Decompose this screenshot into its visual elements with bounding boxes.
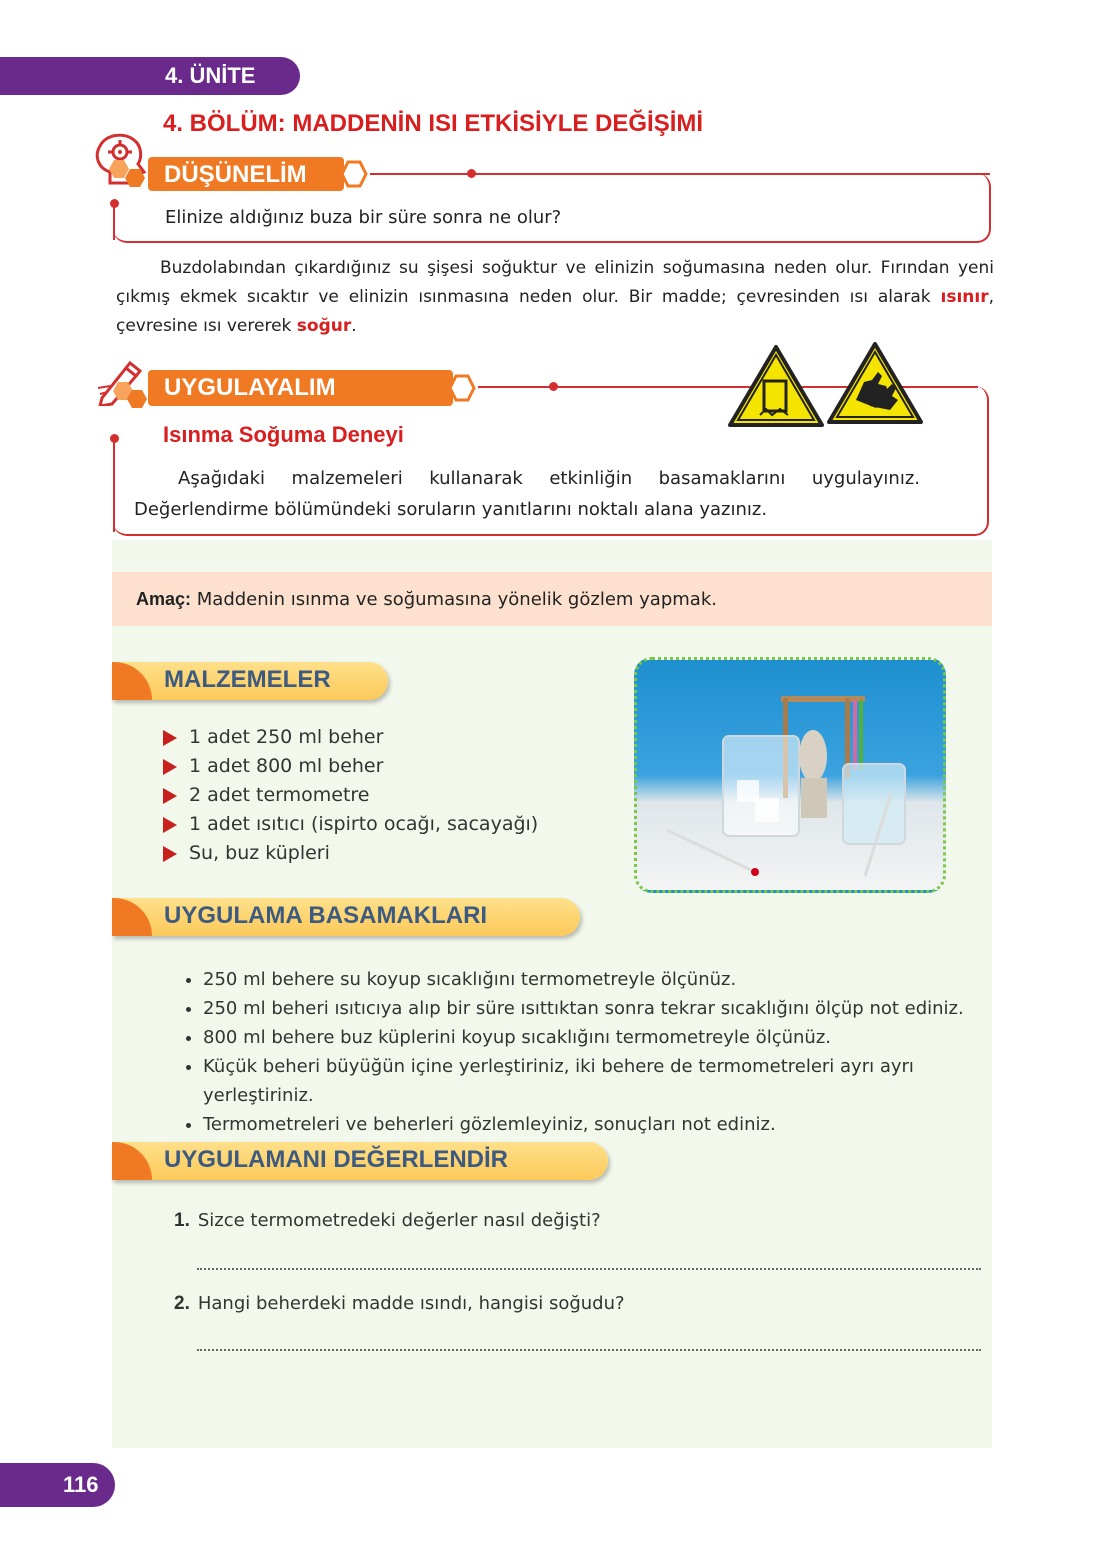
amac-line <box>136 589 717 610</box>
list-item: • 800 ml behere buz küplerini koyup sıcaklığını termometreyle ölçünüz. <box>203 1023 1013 1052</box>
list-item-text: 2 adet termometre <box>189 784 370 806</box>
header-tab <box>112 1142 152 1180</box>
intro-highlight-isinir: ısınır <box>940 287 989 307</box>
intro-text-3: . <box>351 316 357 336</box>
page-number-tab <box>0 1463 115 1507</box>
list-item-text: 1 adet 800 ml beher <box>189 755 384 777</box>
triangle-bullet-icon <box>163 759 177 775</box>
list-item-text: Su, buz küpleri <box>189 842 330 864</box>
basamaklar-header <box>112 898 580 936</box>
question-number: 1. <box>174 1210 190 1231</box>
intro-highlight-sogur: soğur <box>296 316 352 336</box>
question-text: Sizce termometredeki değerler nasıl değişti? <box>197 1210 601 1231</box>
broken-glass-warning-icon <box>726 343 826 429</box>
intro-text-2: , çevresine ısı vererek <box>116 287 995 336</box>
triangle-bullet-icon <box>163 788 177 804</box>
intro-text-1: Buzdolabından çıkardığınız su şişesi soğuktur ve elinizin soğumasına neden olur. Fırından yeni çıkmış ekmek sıcaktır ve elinizin ısınmasına neden olur. Bir madde; çevresinden ısı alarak <box>116 258 994 307</box>
frame-top-line <box>370 173 990 175</box>
amac-text: Maddenin ısınma ve soğumasına yönelik gözlem yapmak. <box>196 589 717 610</box>
malzemeler-label: MALZEMELER <box>164 666 331 693</box>
list-item-text: 1 adet 250 ml beher <box>189 726 384 748</box>
list-item: • 250 ml behere su koyup sıcaklığını termometreyle ölçünüz. <box>203 965 1013 994</box>
lab-equipment-illustration <box>637 660 943 890</box>
header-tab <box>112 898 152 936</box>
section-title: 4. BÖLÜM: MADDENİN ISI ETKİSİYLE DEĞİŞİMİ <box>163 110 704 137</box>
list-item: • Küçük beheri büyüğün içine yerleştiriniz, iki behere de termometreleri ayrı ayrı yerleştiriniz. <box>203 1052 1013 1110</box>
experiment-photo <box>634 657 946 893</box>
question-text: Hangi beherdeki madde ısındı, hangisi soğudu? <box>197 1293 625 1314</box>
list-item-text: 1 adet ısıtıcı (ispirto ocağı, sacayağı) <box>189 813 539 835</box>
triangle-bullet-icon <box>163 730 177 746</box>
answer-line-2[interactable] <box>197 1349 981 1351</box>
basamaklar-label: UYGULAMA BASAMAKLARI <box>164 902 488 929</box>
unit-label: 4. ÜNİTE <box>165 63 256 88</box>
dusunelim-label: DÜŞÜNELİM <box>164 161 307 188</box>
intro-paragraph <box>116 254 994 341</box>
malzemeler-header <box>112 662 388 700</box>
list-item <box>163 781 538 810</box>
list-item: • 250 ml beheri ısıtıcıya alıp bir süre ısıttıktan sonra tekrar sıcaklığını ölçüp not ediniz. <box>203 994 1013 1023</box>
page-number: 116 <box>63 1472 99 1497</box>
answer-line-1[interactable] <box>197 1268 981 1270</box>
question-2 <box>174 1293 625 1315</box>
frame-left-line <box>113 204 115 240</box>
dusunelim-question: Elinize aldığınız buza bir süre sonra ne olur? <box>165 207 562 228</box>
experiment-instructions: Aşağıdaki malzemeleri kullanarak etkinliğin basamaklarını uygulayınız. Değerlendirme bölümündeki soruların yanıtlarını noktalı alana yazınız. <box>134 468 920 520</box>
list-item: • Termometreleri ve beherleri gözlemleyiniz, sonuçları not ediniz. <box>203 1110 1013 1139</box>
question-1 <box>174 1210 601 1232</box>
triangle-bullet-icon <box>163 846 177 862</box>
list-item <box>163 839 538 868</box>
uygulayalim-label: UYGULAYALIM <box>164 374 336 401</box>
frame-left-line <box>113 440 115 532</box>
degerlendir-label: UYGULAMANI DEĞERLENDİR <box>164 1146 509 1173</box>
degerlendir-header <box>112 1142 608 1180</box>
list-item <box>163 723 538 752</box>
header-tab <box>112 662 152 700</box>
list-item <box>163 752 538 781</box>
materials-list <box>163 723 538 868</box>
unit-tab <box>0 57 300 95</box>
question-number: 2. <box>174 1293 190 1314</box>
list-item <box>163 810 538 839</box>
experiment-title: Isınma Soğuma Deneyi <box>163 422 404 447</box>
frame-dot <box>467 169 476 178</box>
gloves-warning-icon <box>826 340 924 426</box>
steps-list <box>183 965 1013 1139</box>
triangle-bullet-icon <box>163 817 177 833</box>
amac-label: Amaç: <box>136 589 192 609</box>
